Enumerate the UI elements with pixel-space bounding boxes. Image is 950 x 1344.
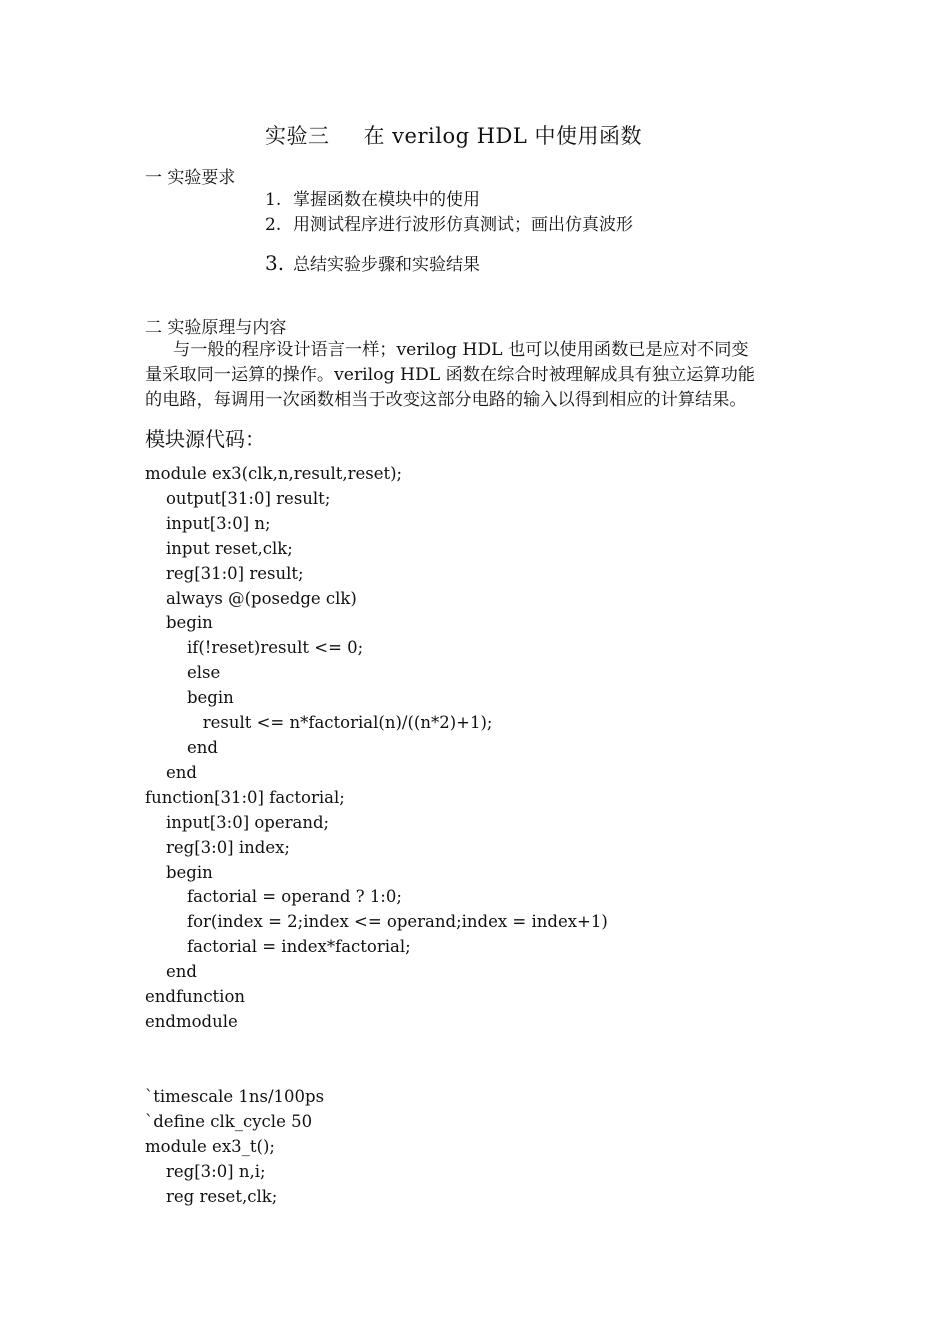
list-item — [265, 213, 633, 238]
list-item-text: 掌握函数在模块中的使用 — [293, 190, 480, 210]
list-item — [265, 188, 633, 213]
module-source-code: module ex3(clk,n,result,reset); output[31:0] result; input[3:0] n; input reset,clk; reg[31:0] result; always @(posedge clk) begin if(!reset)result <= 0; else begin result <= n*factorial(n)/((n*2)+1); end end function[31:0] factorial; input[3:0] operand; reg[3:0] index; begin factorial = operand ? 1:0; for(index = 2;index <= operand;index = index+1) factorial = index*factorial; end endfunction endmodule — [145, 464, 608, 1031]
list-item-number: 2. — [265, 215, 282, 235]
list-item-text: 总结实验步骤和实验结果 — [293, 255, 480, 275]
paragraph-line: 量采取同一运算的操作。verilog HDL 函数在综合时被理解成具有独立运算功能 — [145, 365, 755, 385]
section-heading-requirements: 一 实验要求 — [145, 168, 236, 188]
list-item-number: 3. — [265, 251, 285, 275]
paragraph-line: 与一般的程序设计语言一样；verilog HDL 也可以使用函数已是应对不同变 — [173, 340, 749, 360]
principle-paragraph — [145, 338, 813, 413]
list-item-number: 1. — [265, 190, 282, 210]
title-experiment-number: 实验三 — [265, 124, 330, 148]
page-title — [265, 120, 642, 150]
title-experiment-name: 在 verilog HDL 中使用函数 — [363, 124, 642, 148]
requirements-list — [265, 188, 633, 278]
section-heading-principle: 二 实验原理与内容 — [145, 318, 287, 338]
list-item — [265, 251, 633, 278]
source-code-heading: 模块源代码： — [145, 427, 265, 451]
testbench-source-code: `timescale 1ns/100ps `define clk_cycle 50 module ex3_t(); reg[3:0] n,i; reg reset,clk; — [145, 1087, 325, 1206]
paragraph-line: 的电路，每调用一次函数相当于改变这部分电路的输入以得到相应的计算结果。 — [145, 390, 747, 410]
list-item-text: 用测试程序进行波形仿真测试；画出仿真波形 — [293, 215, 633, 235]
